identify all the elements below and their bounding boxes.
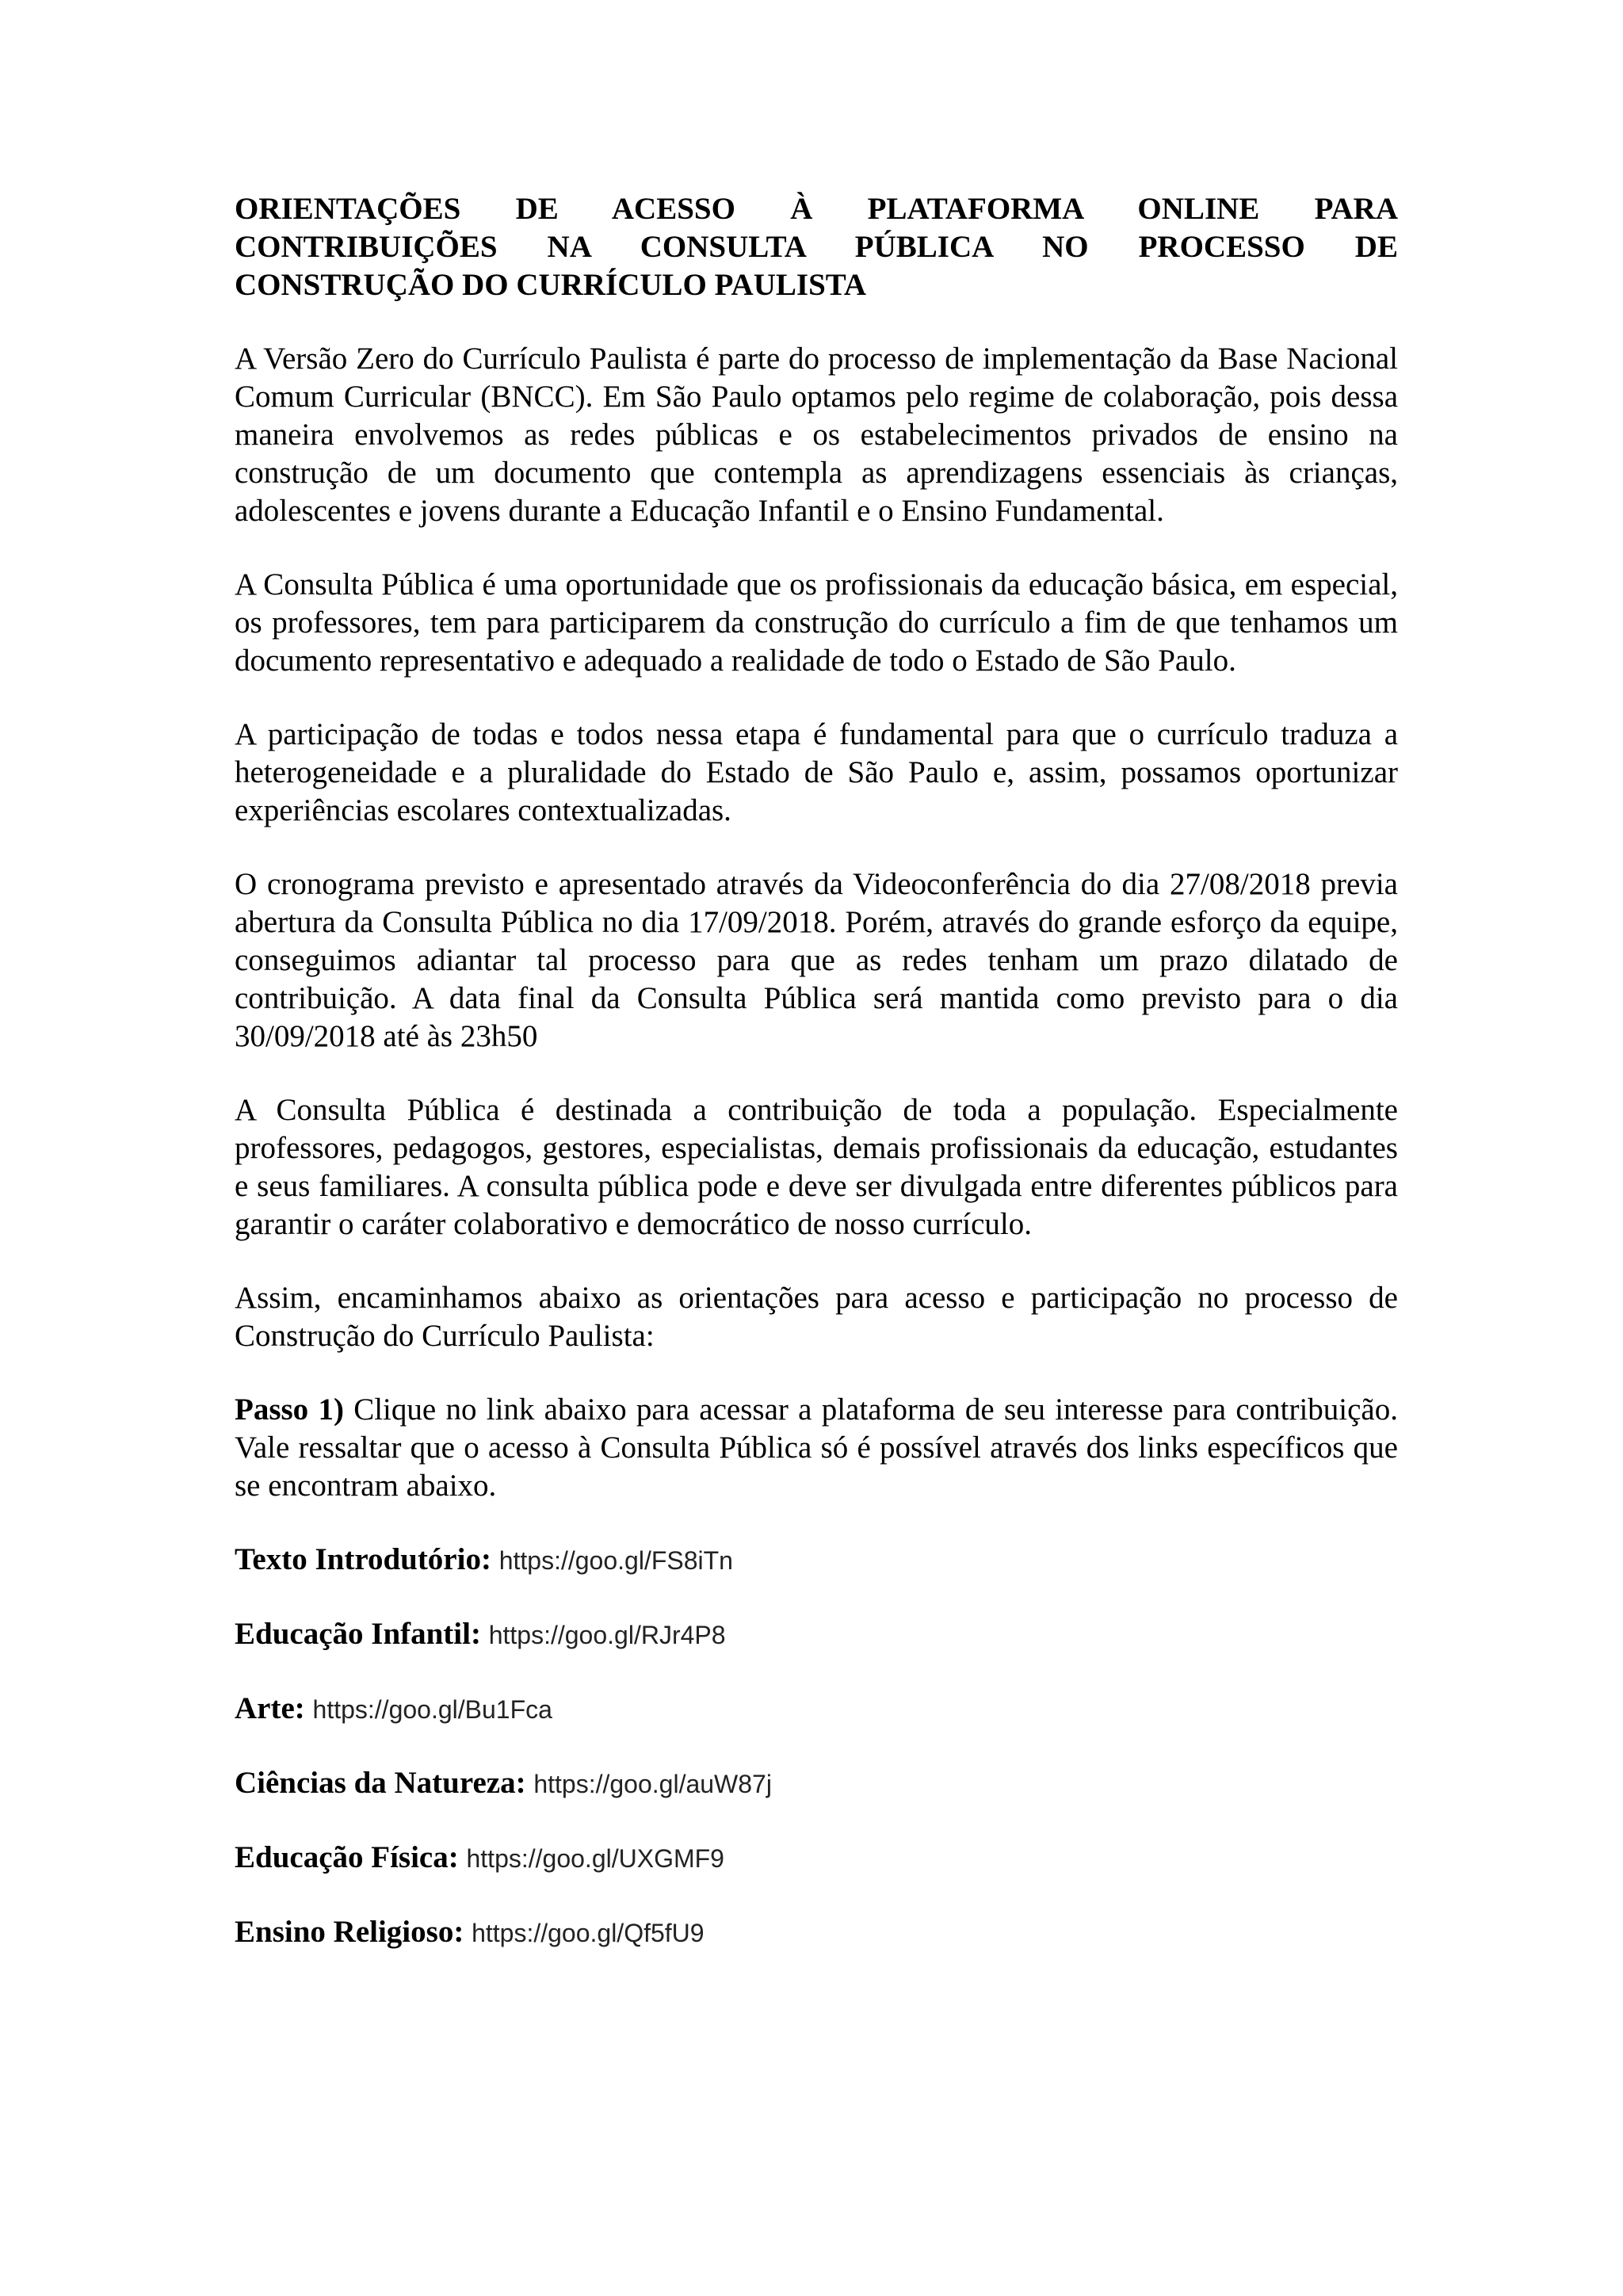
step-1-paragraph	[235, 1391, 1398, 1505]
link-url[interactable]: https://goo.gl/RJr4P8	[488, 1621, 726, 1649]
link-url[interactable]: https://goo.gl/FS8iTn	[498, 1546, 733, 1575]
paragraph-cronograma: O cronograma previsto e apresentado através da Videoconferência do dia 27/08/2018 previa abertura da Consulta Pública no dia 17/09/2018. Porém, através do grande esforço da equipe, conseguimos adiantar tal processo para que as redes tenham um prazo dilatado de contribuição. A data final da Consulta Pública será mantida como previsto para o dia 30/09/2018 até às 23h50	[235, 867, 1398, 1053]
title-line: ORIENTAÇÕES DE ACESSO À PLATAFORMA ONLINE PARA	[235, 192, 1398, 226]
paragraph-versao-zero: A Versão Zero do Currículo Paulista é parte do processo de implementação da Base Nacional Comum Curricular (BNCC). Em São Paulo optamos pelo regime de colaboração, pois dessa maneira envolvemos as redes públicas e os estabelecimentos privados de ensino na construção de um documento que contempla as aprendizagens essenciais às crianças, adolescentes e jovens durante a Educação Infantil e o Ensino Fundamental.	[235, 342, 1398, 528]
link-label: Ensino Religioso:	[235, 1915, 464, 1949]
title-line: CONSTRUÇÃO DO CURRÍCULO PAULISTA	[235, 268, 867, 302]
document-title	[235, 190, 1398, 304]
link-label: Arte:	[235, 1691, 305, 1725]
link-url[interactable]: https://goo.gl/auW87j	[533, 1770, 772, 1798]
link-item-educacao-infantil	[235, 1615, 1398, 1654]
link-url[interactable]: https://goo.gl/Bu1Fca	[312, 1695, 552, 1724]
document-page	[235, 190, 1398, 1988]
step-1-label: Passo 1)	[235, 1392, 344, 1427]
link-label: Texto Introdutório:	[235, 1542, 491, 1576]
link-item-ensino-religioso	[235, 1913, 1398, 1952]
step-1-text: Clique no link abaixo para acessar a plataforma de seu interesse para contribuição. Vale ressaltar que o acesso à Consulta Pública só é possível através dos links específicos que se encontram abaixo.	[235, 1392, 1398, 1503]
link-item-ciencias-da-natureza	[235, 1764, 1398, 1803]
paragraph-consulta-publica: A Consulta Pública é uma oportunidade que os profissionais da educação básica, em especial, os professores, tem para participarem da construção do currículo a fim de que tenhamos um documento representativo e adequado a realidade de todo o Estado de São Paulo.	[235, 567, 1398, 678]
link-item-arte	[235, 1690, 1398, 1729]
title-line: CONTRIBUIÇÕES NA CONSULTA PÚBLICA NO PROCESSO DE	[235, 230, 1398, 264]
paragraph-orientacoes: Assim, encaminhamos abaixo as orientações para acesso e participação no processo de Construção do Currículo Paulista:	[235, 1281, 1398, 1353]
paragraph-destinada: A Consulta Pública é destinada a contribuição de toda a população. Especialmente professores, pedagogos, gestores, especialistas, demais profissionais da educação, estudantes e seus familiares. A consulta pública pode e deve ser divulgada entre diferentes públicos para garantir o caráter colaborativo e democrático de nosso currículo.	[235, 1093, 1398, 1241]
link-url[interactable]: https://goo.gl/UXGMF9	[466, 1844, 724, 1873]
paragraph-participacao: A participação de todas e todos nessa etapa é fundamental para que o currículo traduza a heterogeneidade e a pluralidade do Estado de São Paulo e, assim, possamos oportunizar experiências escolares contextualizadas.	[235, 717, 1398, 827]
link-url[interactable]: https://goo.gl/Qf5fU9	[472, 1919, 705, 1947]
link-label: Educação Física:	[235, 1840, 459, 1874]
link-item-texto-introdutorio	[235, 1541, 1398, 1580]
link-item-educacao-fisica	[235, 1839, 1398, 1878]
link-label: Educação Infantil:	[235, 1617, 481, 1651]
link-label: Ciências da Natureza:	[235, 1766, 526, 1800]
